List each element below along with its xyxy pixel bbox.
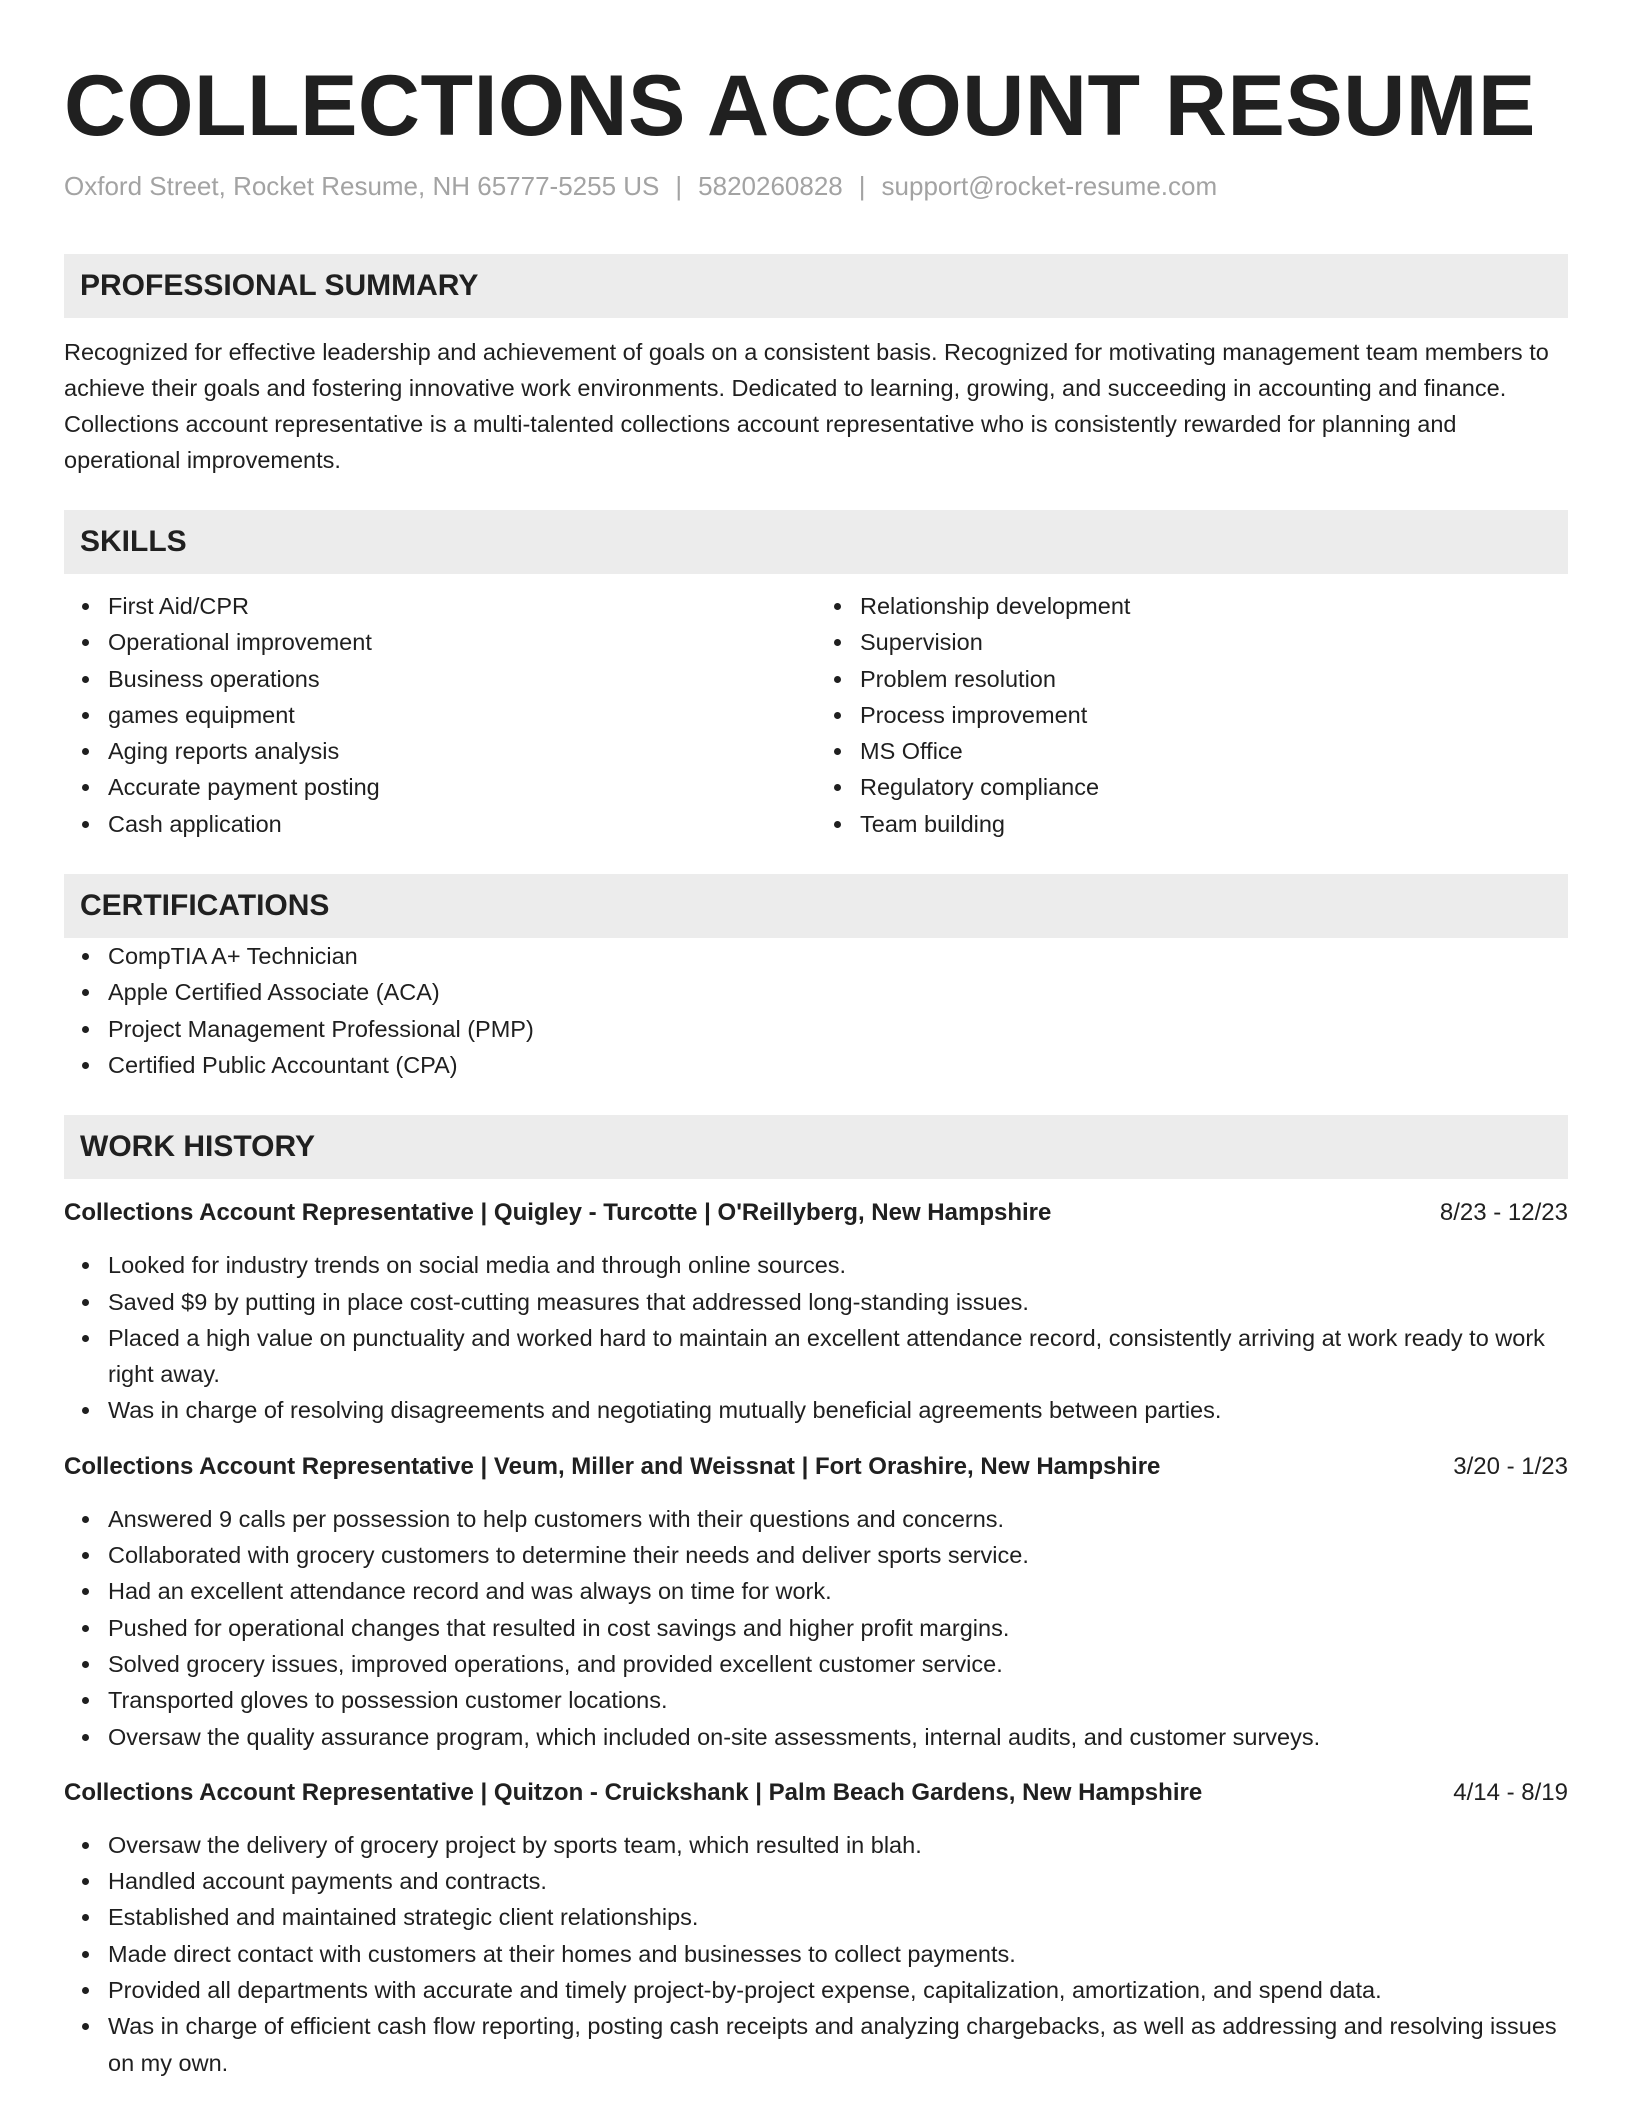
skill-item: Relationship development: [860, 588, 1568, 624]
job-bullets: [64, 1247, 1568, 1428]
contact-line: [64, 168, 1568, 204]
skill-item: MS Office: [860, 733, 1568, 769]
contact-email: support@rocket-resume.com: [881, 171, 1218, 201]
job-dates: 4/14 - 8/19: [1453, 1778, 1568, 1806]
job-bullet: Saved $9 by putting in place cost-cutting measures that addressed long-standing issues.: [108, 1284, 1568, 1320]
certification-item: Apple Certified Associate (ACA): [108, 974, 1568, 1010]
job-bullet: Solved grocery issues, improved operations, and provided excellent customer service.: [108, 1646, 1568, 1682]
contact-address: Oxford Street, Rocket Resume, NH 65777-5255 US: [64, 171, 660, 201]
job-bullets: [64, 1501, 1568, 1755]
summary-text: Recognized for effective leadership and achievement of goals on a consistent basis. Recognized for motivating management team members to achieve their goals and fostering innovative work environments. Dedicated to learning, growing, and succeeding in accounting and finance. Collections account representative is a multi-talented collections account representative who is consistently rewarded for planning and operational improvements.: [64, 339, 1549, 473]
job-bullet: Pushed for operational changes that resulted in cost savings and higher profit margins.: [108, 1610, 1568, 1646]
job-bullets: [64, 1827, 1568, 2081]
job-bullet: Answered 9 calls per possession to help customers with their questions and concerns.: [108, 1501, 1568, 1537]
contact-separator: |: [675, 171, 683, 201]
resume-title: COLLECTIONS ACCOUNT RESUME: [64, 58, 1536, 154]
job-heading: [64, 1775, 1568, 1811]
skill-item: Cash application: [108, 806, 816, 842]
job-bullet: Made direct contact with customers at their homes and businesses to collect payments.: [108, 1936, 1568, 1972]
skill-item: games equipment: [108, 697, 816, 733]
skill-item: Accurate payment posting: [108, 769, 816, 805]
job-bullet: Was in charge of resolving disagreements and negotiating mutually beneficial agreements between parties.: [108, 1392, 1568, 1428]
job-title: Collections Account Representative | Quigley - Turcotte | O'Reillyberg, New Hampshire: [64, 1199, 1052, 1227]
certifications-list: [64, 938, 1568, 1083]
skill-item: Regulatory compliance: [860, 769, 1568, 805]
section-header-skills: SKILLS: [64, 510, 1568, 574]
certification-item: Project Management Professional (PMP): [108, 1011, 1568, 1047]
job-bullet: Oversaw the quality assurance program, which included on-site assessments, internal audits, and customer surveys.: [108, 1719, 1568, 1755]
resume-page: [64, 56, 1568, 2081]
job-bullet: Established and maintained strategic client relationships.: [108, 1899, 1568, 1935]
skill-item: Process improvement: [860, 697, 1568, 733]
job-entry: [64, 1195, 1568, 1428]
job-entry: [64, 1775, 1568, 2081]
job-title: Collections Account Representative | Quitzon - Cruickshank | Palm Beach Gardens, New Hampshire: [64, 1778, 1203, 1806]
job-bullet: Collaborated with grocery customers to determine their needs and deliver sports service.: [108, 1537, 1568, 1573]
certification-item: CompTIA A+ Technician: [108, 938, 1568, 974]
section-header-certifications: CERTIFICATIONS: [64, 874, 1568, 938]
skill-item: Aging reports analysis: [108, 733, 816, 769]
skill-item: Business operations: [108, 661, 816, 697]
job-bullet: Transported gloves to possession customer locations.: [108, 1682, 1568, 1718]
job-dates: 3/20 - 1/23: [1453, 1452, 1568, 1480]
skills-column-left: [64, 588, 816, 842]
job-bullet: Provided all departments with accurate and timely project-by-project expense, capitalization, amortization, and spend data.: [108, 1972, 1568, 2008]
certification-item: Certified Public Accountant (CPA): [108, 1047, 1568, 1083]
job-bullet: Placed a high value on punctuality and worked hard to maintain an excellent attendance record, consistently arriving at work ready to work right away.: [108, 1320, 1568, 1393]
contact-phone: 5820260828: [698, 171, 843, 201]
skills-column-right: [816, 588, 1568, 842]
skills-list: [64, 588, 1568, 842]
job-bullet: Oversaw the delivery of grocery project by sports team, which resulted in blah.: [108, 1827, 1568, 1863]
job-heading: [64, 1449, 1568, 1485]
skill-item: Operational improvement: [108, 624, 816, 660]
skill-item: First Aid/CPR: [108, 588, 816, 624]
job-entry: [64, 1449, 1568, 1755]
skill-item: Team building: [860, 806, 1568, 842]
section-header-summary: PROFESSIONAL SUMMARY: [64, 254, 1568, 318]
job-bullet: Handled account payments and contracts.: [108, 1863, 1568, 1899]
contact-separator: |: [858, 171, 866, 201]
job-heading: [64, 1195, 1568, 1231]
job-title: Collections Account Representative | Veum, Miller and Weissnat | Fort Orashire, New Hampshire: [64, 1452, 1161, 1480]
job-dates: 8/23 - 12/23: [1439, 1199, 1568, 1227]
job-bullet: Was in charge of efficient cash flow reporting, posting cash receipts and analyzing chargebacks, as well as addressing and resolving issues on my own.: [108, 2008, 1568, 2081]
skill-item: Supervision: [860, 624, 1568, 660]
job-bullet: Looked for industry trends on social media and through online sources.: [108, 1247, 1568, 1283]
skill-item: Problem resolution: [860, 661, 1568, 697]
section-header-work-history: WORK HISTORY: [64, 1115, 1568, 1179]
job-bullet: Had an excellent attendance record and was always on time for work.: [108, 1573, 1568, 1609]
